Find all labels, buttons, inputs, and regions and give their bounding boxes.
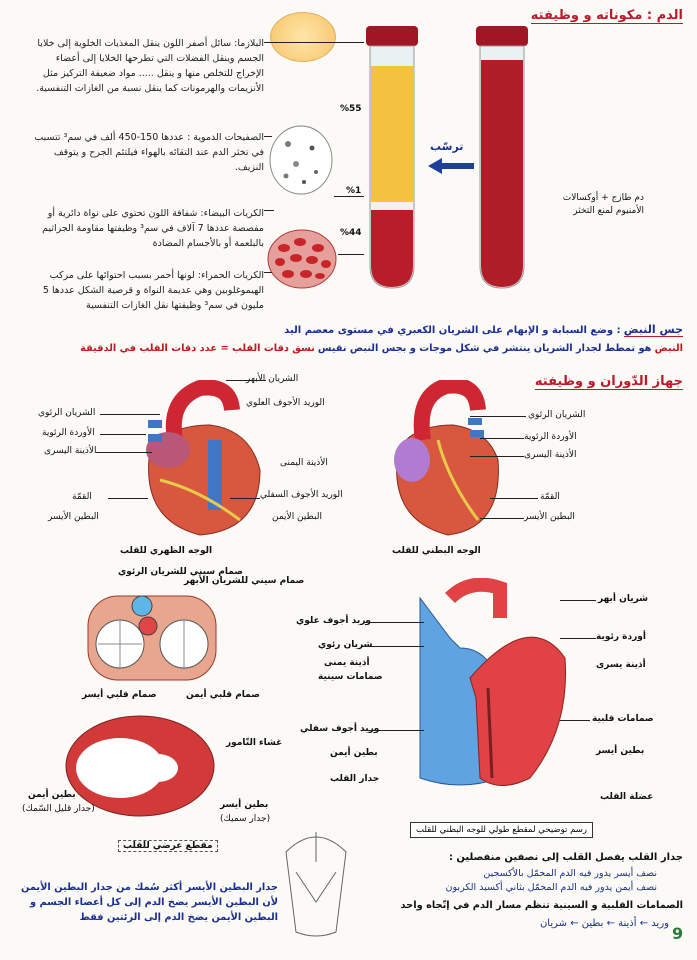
- valve-pulm-label: صمام سيني للشريان الرئوي: [118, 567, 243, 577]
- plasma-text: البلازما: سائل أصفر اللون ينقل المغذيات الخلوية إلى خلايا الجسم وينقل الفضلات التي تطرحها الخلايا إلى أعضاء الإخراج للتخلص منها و ينقل ..... مواد ضعيفة التركيز مثل الأنزيمات والهرمونات كما ينقل نسبة من الغازات التنفسية.: [36, 38, 264, 94]
- plasma-percent: %55: [340, 104, 362, 114]
- arrow-left-icon: [428, 158, 476, 174]
- lv-thickness-note: جدار البطين الأيسر أكثر سُمك من جدار البطين الأيمن لأن البطين الأيسر يضخ الدم إلى كل أعضاء الجسم و البطين الأيمن يضخ الدم إلى الرئتين فقط: [21, 882, 278, 923]
- rv-sub-label: (جدار قليل السّمك): [22, 804, 95, 814]
- hl-ivc: الوريد الأجوف السفلي: [260, 490, 343, 500]
- schematic-caption: رسم توضيحي لمقطع طولي للوجه البطني للقلب: [410, 822, 593, 838]
- cells-white-percent: %1: [346, 186, 362, 196]
- heart-flow-sketch: [276, 822, 356, 942]
- left-half-note: نصف أيسر يدور فيه الدم المحمّل بالأكسجين: [483, 868, 657, 879]
- lv-sub-label: (جدار سميك): [220, 814, 271, 824]
- heart-schematic: [380, 578, 580, 808]
- sch-ivc: وريد أجوف سفلي: [300, 724, 380, 734]
- sch-heart-wall: جدار القلب: [330, 774, 380, 784]
- platelets-text: الصفيحات الدموية : عددها 150-450 ألف في سم³ تتسبب في تخثر الدم عند التقائه بالهواء فيلتئم الجرح و يتوقف النزيف.: [34, 132, 264, 173]
- platelets-microscope-icon: [268, 124, 334, 196]
- sch-pulm-artery: شريان رئوي: [318, 640, 373, 650]
- pulse-line-1: [23, 322, 683, 338]
- sch-right-ventricle: بطين أيمن: [330, 748, 378, 758]
- hl-right-atrium: الأذينة اليمنى: [280, 458, 328, 468]
- heart-valves-illustration: [84, 586, 220, 686]
- hl-apex: القمّة: [72, 492, 92, 502]
- sch-pulm-veins: أوردة رئوية: [596, 632, 646, 642]
- sch-left-ventricle: بطين أيسر: [596, 746, 645, 756]
- right-half-note: نصف أيمن يدور فيه الدم المحمّل بثاني أكسيد الكربون: [445, 882, 657, 893]
- valve-right-label: صمام قلبي أيمن: [186, 690, 260, 700]
- wbc-text: الكريات البيضاء: شفافة اللون تحتوي على نواة دائرية أو مفصصة عددها 7 آلاف في سم³ وظيفتها مقاومة الجراثيم بالبلعمة أو بالأجسام المضادة: [42, 208, 264, 249]
- valve-left-label: صمام قلبي أيسر: [82, 690, 157, 700]
- flow-artery: شريان: [539, 918, 568, 929]
- hl-left-ventricle: البطين الأيسر: [48, 512, 99, 522]
- flow-line: وريد ← أذينة ← بطين ← شريان: [539, 918, 669, 929]
- hr-pulm-veins: الأوردة الرئوية: [524, 432, 577, 442]
- hl-left-atrium: الأذينة اليسرى: [44, 446, 97, 456]
- plasma-sample-icon: [270, 12, 336, 62]
- red-cells-percent: %44: [340, 228, 362, 238]
- fresh-blood-tube: [470, 26, 534, 290]
- pulse-explain: هو تمطط لجدار الشريان ينتشر في شكل موجات و بجس النبض نقيس: [317, 343, 652, 354]
- fresh-blood-label: دم طازج + أوكسالات الأمنيوم لمنع التخثر: [562, 193, 644, 216]
- page-number: 9: [672, 924, 684, 943]
- hl-aorta: الشريان الأبهر: [246, 374, 299, 384]
- hr-left-ventricle: البطين الأيسر: [524, 512, 575, 522]
- heart-ventral-illustration: [378, 380, 508, 540]
- hl-pulm-veins: الأوردة الرئوية: [42, 428, 95, 438]
- sch-left-atrium: أذينة يسرى: [596, 660, 646, 670]
- hl-right-ventricle: البطين الأيمن: [272, 512, 322, 522]
- settle-label: ترسّب: [430, 140, 464, 153]
- hl-pulm-artery: الشريان الرئوي: [38, 408, 96, 418]
- pulse-line-2: [3, 341, 683, 356]
- page-title: الدم : مكوناته و وظيفته: [530, 8, 683, 23]
- heart-rate-def: نسق دقات القلب = عدد دقات القلب في الدقيقة: [80, 343, 315, 354]
- valves-note: الصمامات القلبية و السينية تنظم مسار الدم في إتّجاه واحد: [400, 900, 683, 911]
- valve-aortic-label: صمام سيني للشريان الأبهر: [184, 576, 305, 586]
- dorsal-caption: الوجه الظهري للقلب: [120, 546, 213, 556]
- hr-apex: القمّة: [540, 492, 560, 502]
- pericardium-label: غشاء التّامور: [226, 738, 283, 748]
- rv-label: بطين أيمن: [28, 790, 76, 800]
- hr-pulm-artery: الشريان الرئوي: [528, 410, 586, 420]
- sch-svc: وريد أجوف علوي: [296, 616, 372, 626]
- hl-svc: الوريد الأجوف العلوي: [246, 398, 325, 408]
- sch-av-valves: صمامات قلبية: [592, 714, 654, 724]
- pulse-word: النبض: [654, 343, 683, 354]
- lv-label: بطين أيسر: [220, 800, 269, 810]
- pulse-title: جس النبض: [623, 323, 683, 336]
- flow-ventricle: بطين: [581, 918, 604, 929]
- wall-title: جدار القلب يفصل القلب إلى نصفين منفصلين :: [448, 852, 683, 863]
- sch-semilunar: صمامات سينية: [318, 672, 383, 682]
- rbc-text: الكريات الحمراء: لونها أحمر بسبب احتوائها على مركب الهيموغلوبين وهي عديمة النواة و قرصية الشكل عددها 5 مليون في سم³ وظيفتها نقل الغازات التنفسية: [42, 270, 264, 311]
- red-cells-icon: [266, 228, 338, 290]
- pulse-definition: : وضع السبابة و الإبهام على الشريان الكعبري في مستوى معصم اليد: [284, 325, 621, 336]
- hr-left-atrium: الأذينة اليسرى: [524, 450, 577, 460]
- sch-right-atrium: أذينة يمنى: [324, 658, 370, 668]
- flow-atrium: أذينة: [618, 918, 637, 929]
- sch-myocardium: عضلة القلب: [600, 792, 654, 802]
- ventral-caption: الوجه البطني للقلب: [392, 546, 481, 556]
- flow-vein: وريد: [651, 918, 669, 929]
- separated-blood-tube: [360, 26, 424, 290]
- sch-aorta: شريان أبهر: [598, 594, 649, 604]
- circulation-title: جهاز الدّوران و وظيفته: [534, 374, 683, 389]
- section-caption: مقطع عرضي للقلب: [118, 840, 218, 852]
